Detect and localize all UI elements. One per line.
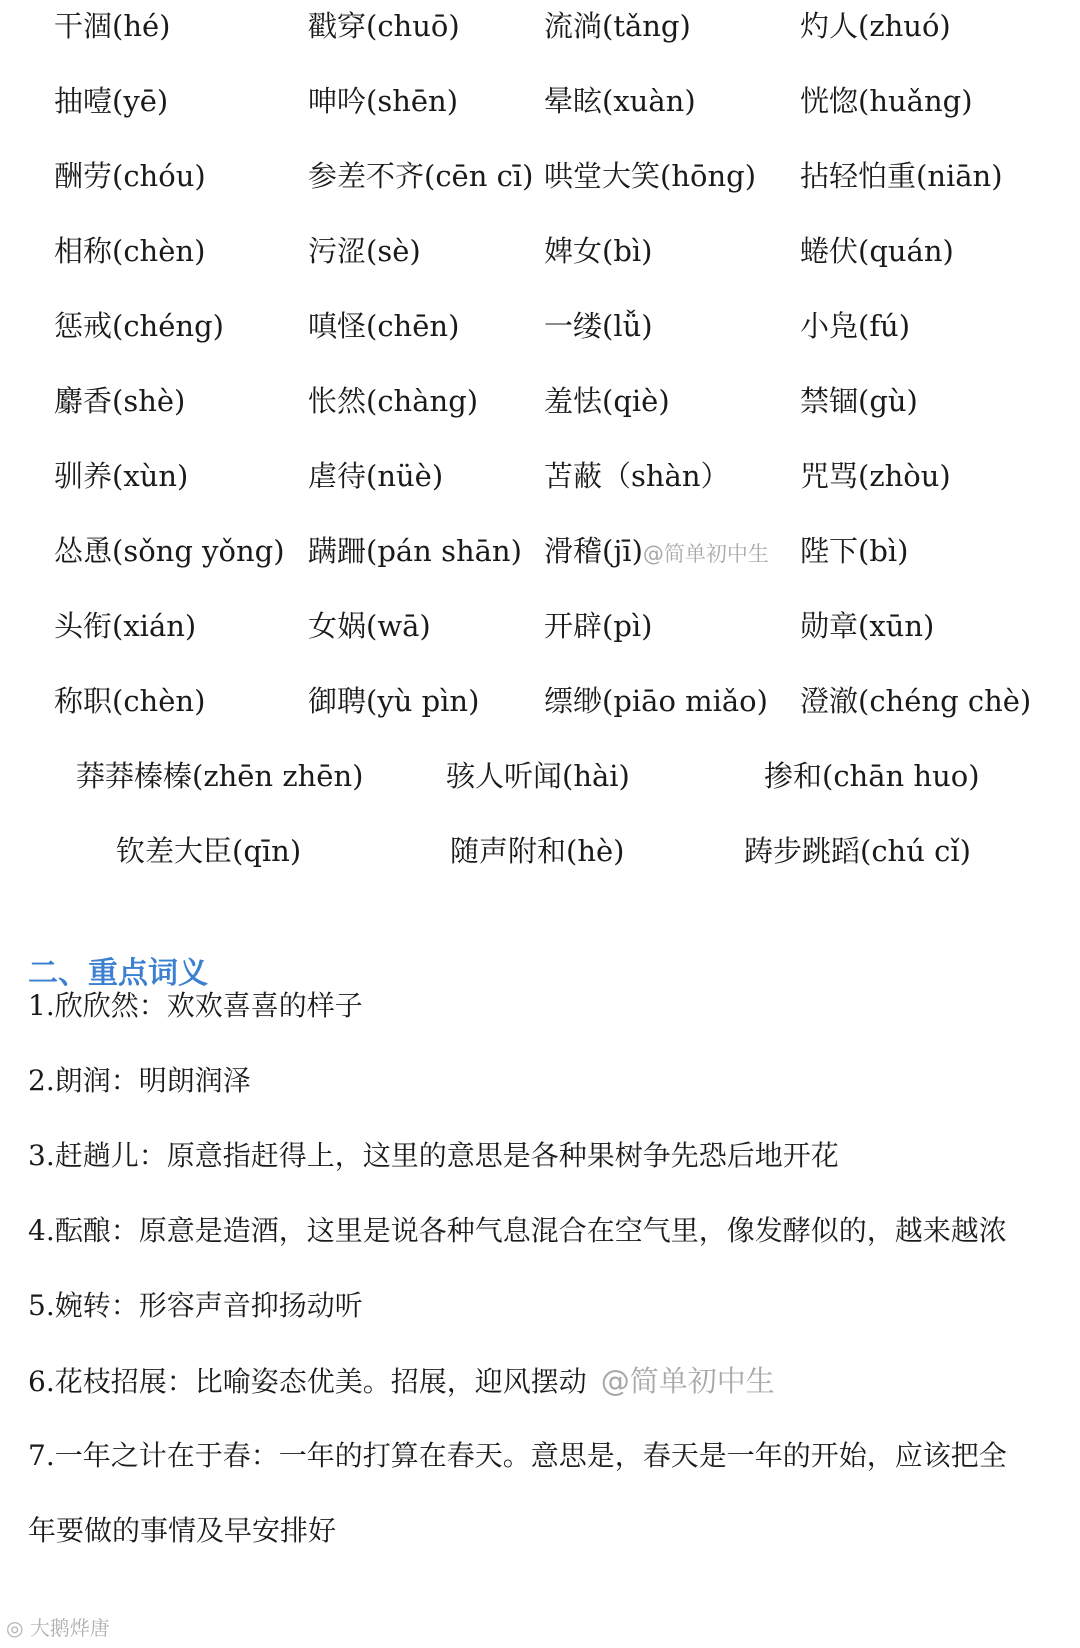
definition-text: 6.花枝招展：比喻姿态优美。招展，迎风摆动 bbox=[28, 1365, 587, 1398]
corner-watermark bbox=[6, 1612, 110, 1641]
word-item: 污涩(sè) bbox=[308, 234, 421, 268]
word-item: 参差不齐(cēn cī) bbox=[308, 159, 534, 193]
pronunciation-row bbox=[0, 602, 1080, 662]
word-item: 麝香(shè) bbox=[54, 384, 186, 418]
word-item: 掺和(chān huo) bbox=[764, 759, 980, 793]
section-heading: 二、重点词义 bbox=[28, 956, 208, 991]
watermark-text: @简单初中生 bbox=[642, 542, 769, 566]
word-item: 流淌(tǎng) bbox=[544, 9, 691, 43]
definition-item: 1.欣欣然：欢欢喜喜的样子 bbox=[28, 989, 363, 1022]
word-item: 骇人听闻(hài) bbox=[446, 759, 630, 793]
pronunciation-row bbox=[0, 452, 1080, 512]
word-item: 干涸(hé) bbox=[54, 9, 171, 43]
corner-watermark-text: 大鹅烨唐 bbox=[29, 1616, 110, 1640]
word-item bbox=[544, 527, 769, 578]
pronunciation-row bbox=[0, 677, 1080, 737]
word-item: 戳穿(chuō) bbox=[308, 9, 460, 43]
word-item: 羞怯(qiè) bbox=[544, 384, 670, 418]
word-item: 禁锢(gù) bbox=[800, 384, 918, 418]
word-item: 晕眩(xuàn) bbox=[544, 84, 696, 118]
definition-item: 年要做的事情及早安排好 bbox=[28, 1514, 337, 1547]
word-item: 莽莽榛榛(zhēn zhēn) bbox=[76, 759, 364, 793]
word-item: 酬劳(chóu) bbox=[54, 159, 206, 193]
pronunciation-row bbox=[0, 302, 1080, 362]
word-item: 御聘(yù pìn) bbox=[308, 684, 480, 718]
weibo-logo-icon: ◎ bbox=[6, 1616, 24, 1640]
word-item: 哄堂大笑(hōng) bbox=[544, 159, 757, 193]
watermark-text: @简单初中生 bbox=[600, 1364, 775, 1398]
word-item: 惩戒(chéng) bbox=[54, 309, 224, 343]
word-item: 踌步跳蹈(chú cǐ) bbox=[744, 834, 971, 868]
pronunciation-row bbox=[0, 752, 1080, 812]
definition-item: 4.酝酿：原意是造酒，这里是说各种气息混合在空气里，像发酵似的，越来越浓 bbox=[28, 1214, 1007, 1247]
word-text: 滑稽(jī) bbox=[544, 534, 643, 568]
word-item: 钦差大臣(qīn) bbox=[116, 834, 302, 868]
pronunciation-row bbox=[0, 527, 1080, 587]
word-item: 驯养(xùn) bbox=[54, 459, 189, 493]
pronunciation-row bbox=[0, 77, 1080, 137]
word-item: 恍惚(huǎng) bbox=[800, 84, 973, 118]
word-item: 拈轻怕重(niān) bbox=[800, 159, 1003, 193]
definition-item: 3.赶趟儿：原意指赶得上，这里的意思是各种果树争先恐后地开花 bbox=[28, 1139, 839, 1172]
pronunciation-row bbox=[0, 377, 1080, 437]
word-item: 婢女(bì) bbox=[544, 234, 653, 268]
word-item: 怂恿(sǒng yǒng) bbox=[54, 534, 285, 568]
word-item: 苫蔽（shàn） bbox=[544, 459, 730, 493]
word-item: 缥缈(piāo miǎo) bbox=[544, 684, 768, 718]
definition-item: 2.朗润：明朗润泽 bbox=[28, 1064, 251, 1097]
word-item: 虐待(nüè) bbox=[308, 459, 444, 493]
word-item: 相称(chèn) bbox=[54, 234, 206, 268]
definition-item bbox=[28, 1357, 775, 1406]
pronunciation-row bbox=[0, 827, 1080, 887]
word-item: 澄澈(chéng chè) bbox=[800, 684, 1032, 718]
word-item: 称职(chèn) bbox=[54, 684, 206, 718]
word-item: 勋章(xūn) bbox=[800, 609, 935, 643]
word-item: 随声附和(hè) bbox=[450, 834, 625, 868]
word-item: 小凫(fú) bbox=[800, 309, 911, 343]
word-item: 嗔怪(chēn) bbox=[308, 309, 460, 343]
word-item: 咒骂(zhòu) bbox=[800, 459, 951, 493]
word-item: 一缕(lǚ) bbox=[544, 309, 653, 343]
pronunciation-row bbox=[0, 227, 1080, 287]
word-item: 灼人(zhuó) bbox=[800, 9, 951, 43]
word-item: 蜷伏(quán) bbox=[800, 234, 954, 268]
word-item: 蹒跚(pán shān) bbox=[308, 534, 522, 568]
pronunciation-row bbox=[0, 2, 1080, 62]
pronunciation-row bbox=[0, 152, 1080, 212]
word-item: 头衔(xián) bbox=[54, 609, 197, 643]
definition-item: 7.一年之计在于春：一年的打算在春天。意思是，春天是一年的开始，应该把全 bbox=[28, 1439, 1007, 1472]
word-item: 陛下(bì) bbox=[800, 534, 909, 568]
word-item: 呻吟(shēn) bbox=[308, 84, 459, 118]
word-item: 怅然(chàng) bbox=[308, 384, 479, 418]
word-item: 女娲(wā) bbox=[308, 609, 431, 643]
word-item: 开辟(pì) bbox=[544, 609, 653, 643]
definition-item: 5.婉转：形容声音抑扬动听 bbox=[28, 1289, 363, 1322]
word-item: 抽噎(yē) bbox=[54, 84, 169, 118]
